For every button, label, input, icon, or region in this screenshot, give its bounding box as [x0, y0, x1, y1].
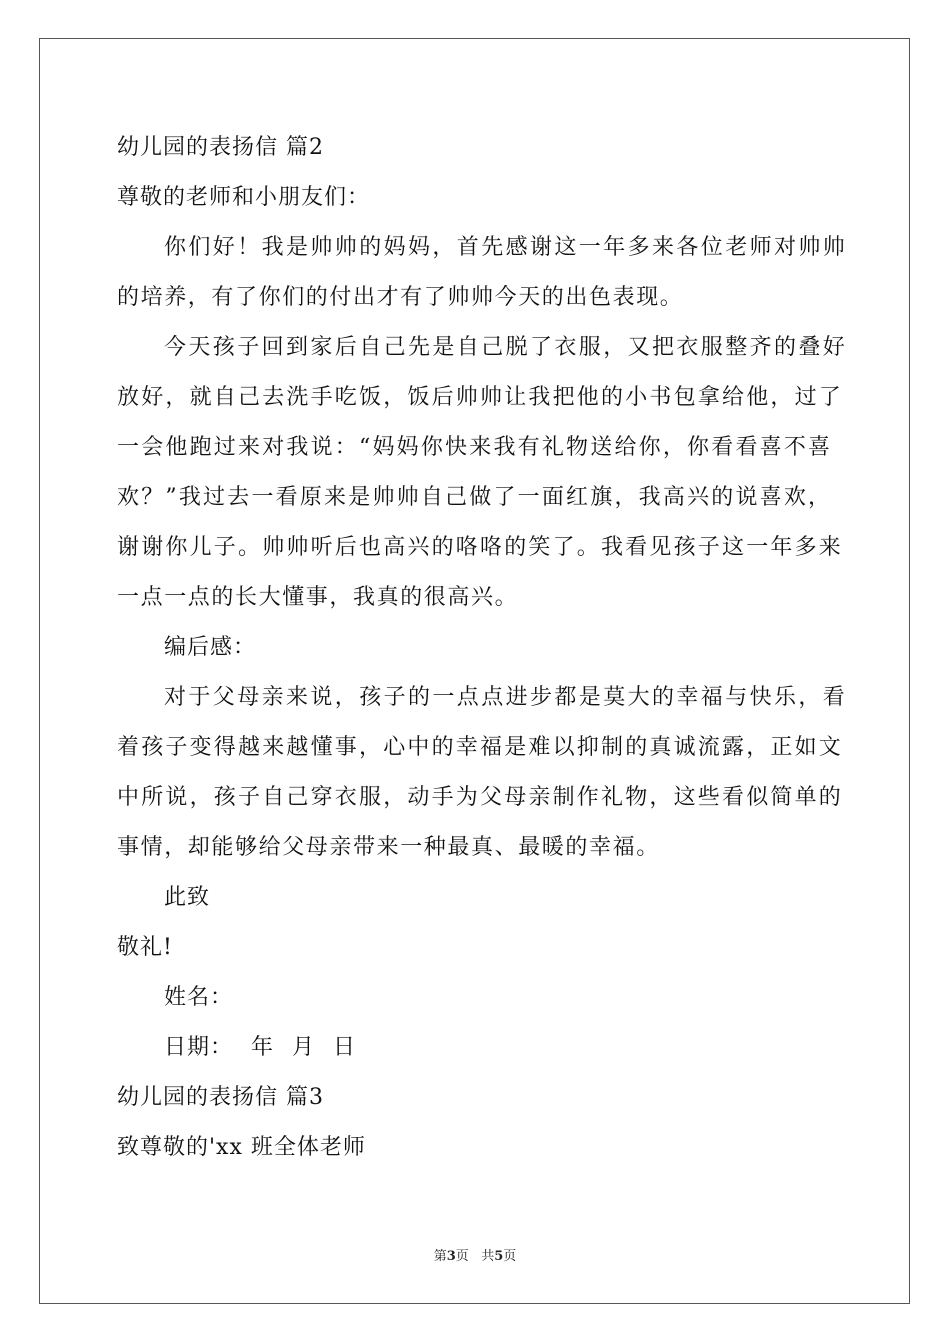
total-page-count: 5 [494, 1249, 504, 1264]
paragraph-line: 今天孩子回到家后自己先是自己脱了衣服，又把衣服整齐的叠好 [164, 335, 848, 360]
signature-date-line: 日期： 年 月 日 [164, 1035, 356, 1060]
paragraph-line: 一点一点的长大懂事，我真的很高兴。 [117, 585, 519, 610]
addressee-line: 致尊敬的'xx 班全体老师 [117, 1135, 366, 1160]
paragraph-line: 你们好！我是帅帅的妈妈，首先感谢这一年多来各位老师对帅帅 [164, 235, 848, 260]
paragraph-line: 一会他跑过来对我说：“妈妈你快来我有礼物送给你，你看看喜不喜 [117, 435, 833, 460]
closing-salute: 敬礼! [117, 935, 173, 960]
paragraph-line: 放好，就自己去洗手吃饭，饭后帅帅让我把他的小书包拿给他，过了 [117, 385, 844, 410]
total-pages-prefix: 共 [481, 1249, 495, 1264]
section-heading: 幼儿园的表扬信 篇3 [117, 1085, 324, 1110]
paragraph-line: 的培养，有了你们的付出才有了帅帅今天的出色表现。 [117, 285, 684, 310]
paragraph-line: 欢？”我过去一看原来是帅帅自己做了一面红旗，我高兴的说喜欢， [117, 485, 833, 510]
paragraph-line: 中所说，孩子自己穿衣服，动手为父母亲制作礼物，这些看似简单的 [117, 785, 844, 810]
section-heading: 幼儿园的表扬信 篇2 [117, 135, 324, 160]
paragraph-line: 着孩子变得越来越懂事，心中的幸福是难以抑制的真诚流露，正如文 [117, 735, 844, 760]
page-number-prefix: 第 [433, 1249, 447, 1264]
paragraph-line: 事情，却能够给父母亲带来一种最真、最暖的幸福。 [117, 835, 660, 860]
closing-line: 此致 [164, 885, 211, 910]
page-footer [0, 1248, 950, 1266]
total-pages-suffix: 页 [503, 1249, 517, 1264]
page-border [39, 38, 910, 1304]
page-number-suffix: 页 [455, 1249, 469, 1264]
salutation: 尊敬的老师和小朋友们： [117, 185, 371, 210]
signature-name-line: 姓名： [164, 985, 234, 1010]
paragraph-line: 谢谢你儿子。帅帅听后也高兴的咯咯的笑了。我看见孩子这一年多来 [117, 535, 844, 560]
paragraph-line: 对于父母亲来说，孩子的一点点进步都是莫大的幸福与快乐，看 [164, 685, 848, 710]
afterword-heading: 编后感： [164, 635, 257, 660]
current-page-number: 3 [446, 1249, 456, 1264]
